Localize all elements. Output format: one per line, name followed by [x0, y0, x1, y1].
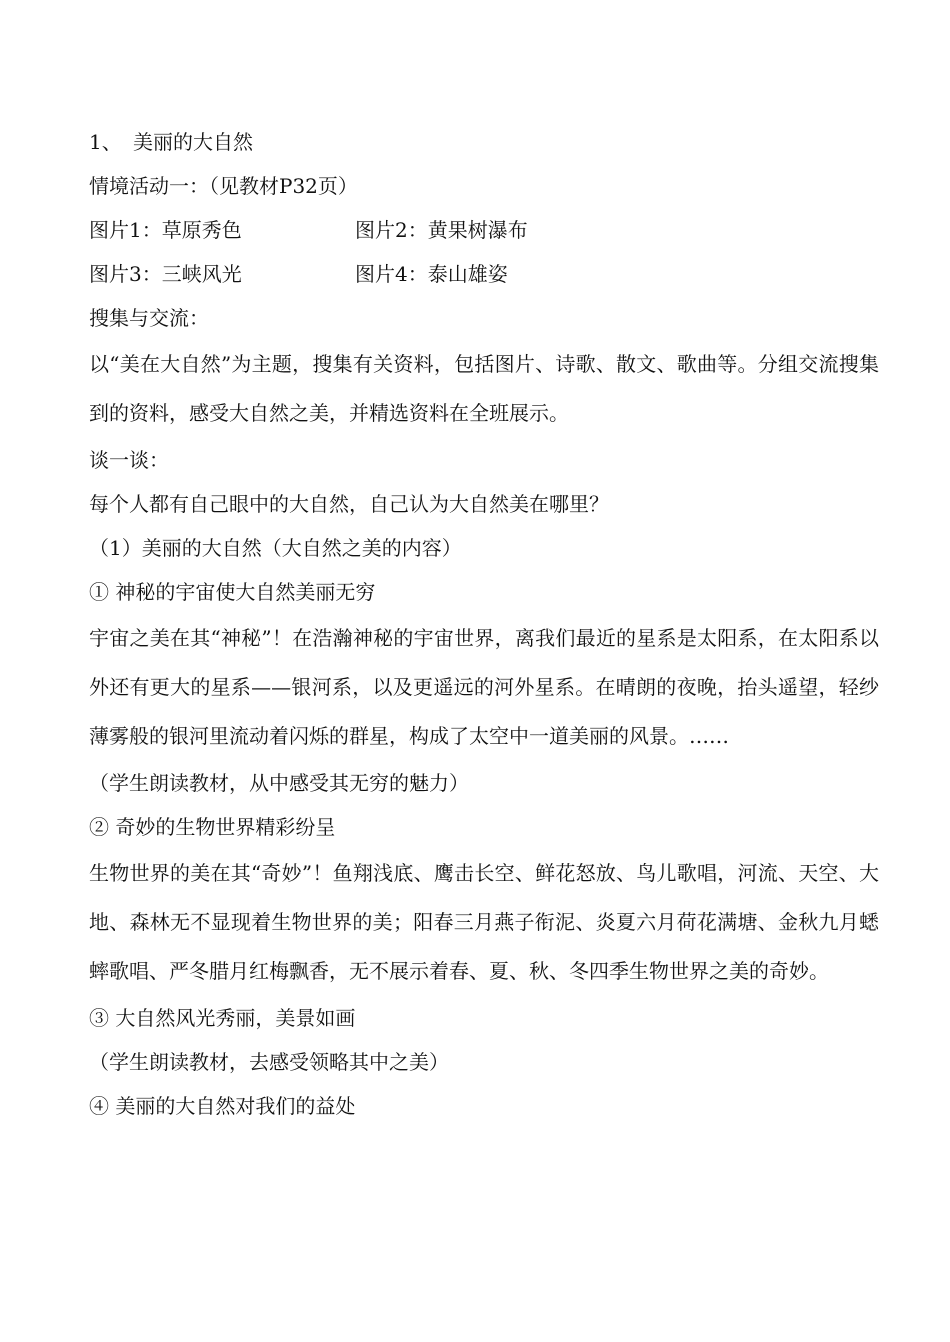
picture-row-1 — [89, 208, 879, 252]
talk-heading: 谈一谈： — [89, 448, 169, 472]
item-1-title: ① 神秘的宇宙使大自然美丽无穷 — [89, 580, 376, 604]
document-body — [89, 120, 879, 1128]
section-heading — [89, 120, 879, 164]
item-2-title: ② 奇妙的生物世界精彩纷呈 — [89, 815, 336, 839]
item-2-paragraph: 生物世界的美在其“奇妙”！鱼翔浅底、鹰击长空、鲜花怒放、鸟儿歌唱，河流、天空、大地、森林无不显现着生物世界的美；阳春三月燕子衔泥、炎夏六月荷花满塘、金秋九月蟋蟀歌唱、严冬腊月红梅飘香，无不展示着春、夏、秋、冬四季生物世界之美的奇妙。 — [89, 861, 879, 983]
item-1-note: （学生朗读教材，从中感受其无穷的魅力） — [89, 771, 469, 795]
picture-3-caption: 图片3：三峡风光 — [89, 262, 242, 286]
picture-4-caption: 图片4：泰山雄姿 — [355, 262, 508, 286]
picture-1-caption: 图片1：草原秀色 — [89, 218, 242, 242]
item-4-title: ④ 美丽的大自然对我们的益处 — [89, 1094, 356, 1118]
collect-paragraph: 以“美在大自然”为主题，搜集有关资料，包括图片、诗歌、散文、歌曲等。分组交流搜集到的资料，感受大自然之美，并精选资料在全班展示。 — [89, 352, 879, 425]
collect-heading: 搜集与交流： — [89, 306, 209, 330]
picture-2-caption: 图片2：黄果树瀑布 — [355, 218, 528, 242]
talk-question: 每个人都有自己眼中的大自然，自己认为大自然美在哪里？ — [89, 492, 609, 516]
section-number: 1、 — [89, 130, 122, 154]
picture-row-2 — [89, 252, 879, 296]
item-1-paragraph: 宇宙之美在其“神秘”！在浩瀚神秘的宇宙世界，离我们最近的星系是太阳系，在太阳系以外还有更大的星系——银河系，以及更遥远的河外星系。在晴朗的夜晚，抬头遥望，轻纱薄雾般的银河里流动着闪烁的群星，构成了太空中一道美丽的风景。…… — [89, 626, 879, 748]
item-3-note: （学生朗读教材，去感受领略其中之美） — [89, 1050, 449, 1074]
section-title: 美丽的大自然 — [133, 130, 253, 154]
item-3-title: ③ 大自然风光秀丽，美景如画 — [89, 1006, 356, 1030]
activity-heading: 情境活动一：（见教材P32页） — [89, 174, 358, 198]
sub-heading: （1）美丽的大自然（大自然之美的内容） — [89, 536, 462, 560]
